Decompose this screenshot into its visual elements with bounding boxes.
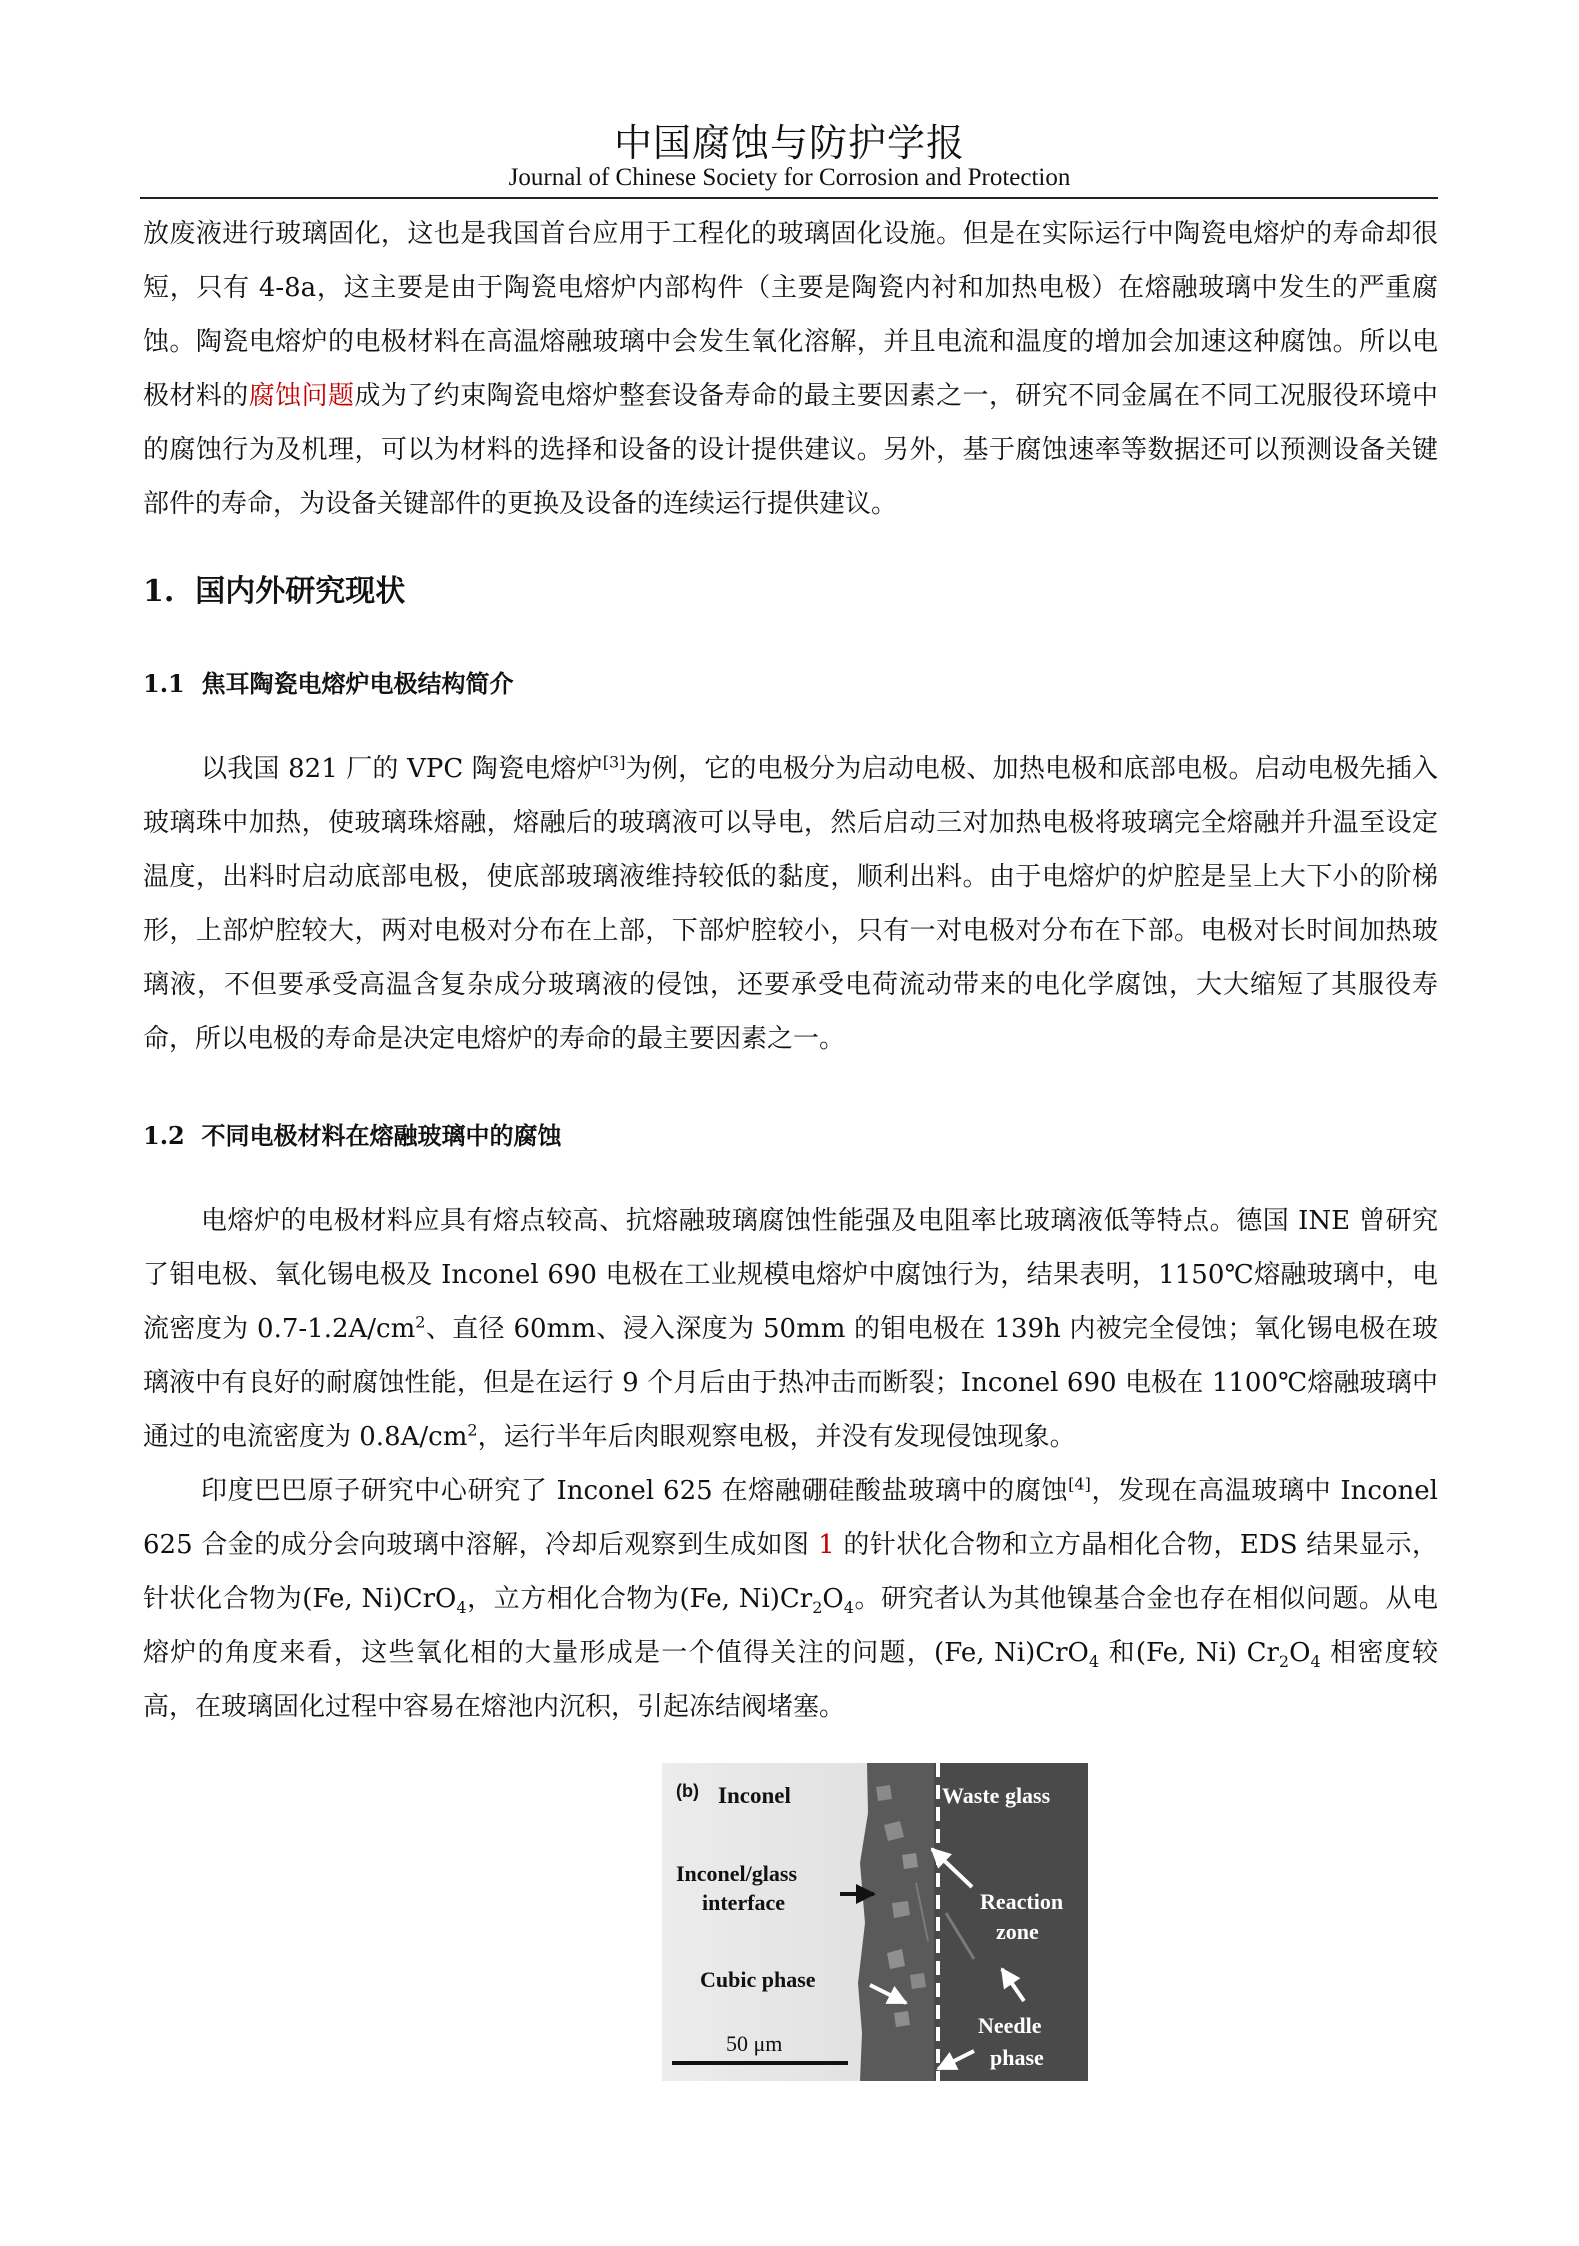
section-1-2-paragraph-2: 印度巴巴原子研究中心研究了 Inconel 625 在熔融硼硅酸盐玻璃中的腐蚀[4]，发现在高温玻璃中 Inconel 625 合金的成分会向玻璃中溶解，冷却后观察到生成如图 1 的针状化合物和立方晶相化合物，EDS 结果显示，针状化合物为(Fe, Ni)CrO$_4$，立方相化合物为(Fe, $Ni)Cr_2O_4$。研究者认为其他镍基合金也存在相似问题。从电熔炉的角度来看，这些氧化相的大量形成是一个值得关注的问题，(Fe, Ni)CrO$_4$ 和(Fe, Ni) $Cr_2O_4$ 相密度较高，在玻璃固化过程中容易在熔池内沉积，引起冻结阀堵塞。 [143, 1474, 1439, 1722]
label-needle-1: Needle [978, 2013, 1042, 2038]
cubic-crystal [910, 1973, 926, 1989]
journal-subtitle: Journal of Chinese Society for Corrosion and Protection [508, 164, 1071, 191]
journal-title: 中国腐蚀与防护学报 [613, 121, 965, 165]
cubic-crystal [894, 2011, 910, 2027]
header-rule [140, 197, 1438, 199]
label-cubic: Cubic phase [700, 1967, 816, 1992]
cubic-crystal [876, 1785, 892, 1801]
section-1-2-paragraph-1: 电熔炉的电极材料应具有熔点较高、抗熔融玻璃腐蚀性能强及电阻率比玻璃液低等特点。德国 INE 曾研究了钼电极、氧化锡电极及 Inconel 690 电极在工业规模电熔炉中腐蚀行为，结果表明，1150℃熔融玻璃中，电流密度为 $0.7-1.2A/cm^2$、直径 60mm、浸入深度为 50mm 的钼电极在 139h 内被完全侵蚀；氧化锡电极在玻璃液中有良好的耐腐蚀性能，但是在运行 9 个月后由于热冲击而断裂；Inconel 690 电极在 1100℃熔融玻璃中通过的电流密度为 $0.8A/cm^2$，运行半年后肉眼观察电极，并没有发现侵蚀现象。 [143, 1206, 1439, 1452]
section-heading-1-1: 1.1 焦耳陶瓷电熔炉电极结构简介 [143, 669, 514, 698]
label-interface-1: Inconel/glass [676, 1861, 798, 1886]
scale-bar-label: 50 μm [726, 2031, 783, 2056]
figure-1-link[interactable]: 1 [818, 1530, 835, 1560]
cubic-crystal [892, 1901, 910, 1918]
section-1-1-paragraph: 以我国 821 厂的 VPC 陶瓷电熔炉[3]为例，它的电极分为启动电极、加热电极和底部电极。启动电极先插入玻璃珠中加热，使玻璃珠熔融，熔融后的玻璃液可以导电，然后启动三对加热电极将玻璃完全熔融并升温至设定温度，出料时启动底部电极，使底部玻璃液维持较低的黏度，顺利出料。由于电熔炉的炉腔是呈上大下小的阶梯形，上部炉腔较大，两对电极对分布在上部，下部炉腔较小，只有一对电极对分布在下部。电极对长时间加热玻璃液，不但要承受高温含复杂成分玻璃液的侵蚀，还要承受电荷流动带来的电化学腐蚀，大大缩短了其服役寿命，所以电极的寿命是决定电熔炉的寿命的最主要因素之一。 [143, 752, 1438, 1054]
citation-3[interactable]: [3] [602, 752, 626, 772]
label-reaction-1: Reaction [980, 1889, 1064, 1914]
label-needle-2: phase [990, 2045, 1044, 2070]
cubic-crystal [902, 1853, 918, 1869]
citation-4[interactable]: [4] [1068, 1474, 1091, 1494]
reaction-zone [858, 1763, 934, 2081]
label-waste-glass: Waste glass [942, 1783, 1051, 1808]
figure-1-micrograph [662, 1763, 1088, 2081]
intro-paragraph: 放废液进行玻璃固化，这也是我国首台应用于工程化的玻璃固化设施。但是在实际运行中陶瓷电熔炉的寿命却很短，只有 4-8a，这主要是由于陶瓷电熔炉内部构件（主要是陶瓷内衬和加热电极）在熔融玻璃中发生的严重腐蚀。陶瓷电熔炉的电极材料在高温熔融玻璃中会发生氧化溶解，并且电流和温度的增加会加速这种腐蚀。所以电极材料的腐蚀问题成为了约束陶瓷电熔炉整套设备寿命的最主要因素之一，研究不同金属在不同工况服役环境中的腐蚀行为及机理，可以为材料的选择和设备的设计提供建议。另外，基于腐蚀速率等数据还可以预测设备关键部件的寿命，为设备关键部件的更换及设备的连续运行提供建议。 [143, 219, 1438, 519]
section-heading-1: 1. 国内外研究现状 [143, 574, 406, 609]
label-inconel: Inconel [718, 1783, 791, 1808]
section-heading-1-2: 1.2 不同电极材料在熔融玻璃中的腐蚀 [143, 1121, 562, 1150]
label-interface-2: interface [702, 1890, 786, 1915]
corrosion-link[interactable]: 腐蚀问题 [248, 381, 355, 411]
label-reaction-2: zone [996, 1919, 1039, 1944]
panel-label: (b) [676, 1781, 699, 1801]
